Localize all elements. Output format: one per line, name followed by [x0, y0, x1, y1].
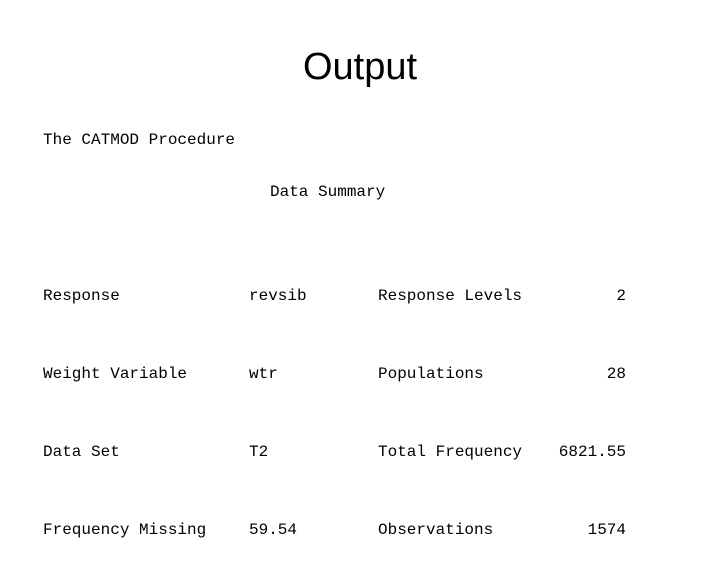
value-response: revsib [249, 287, 307, 305]
data-summary-heading: Data Summary [270, 183, 386, 201]
label-populations: Populations [378, 365, 484, 383]
value-observations: 1574 [587, 521, 626, 539]
value-data-set: T2 [249, 443, 269, 461]
label-response: Response [43, 287, 120, 305]
value-frequency-missing: 59.54 [249, 521, 298, 539]
left-labels-column [43, 231, 206, 569]
label-response-levels: Response Levels [378, 287, 523, 305]
value-populations: 28 [606, 365, 626, 383]
left-values-column [249, 231, 307, 569]
right-values-column [540, 231, 626, 569]
value-response-levels: 2 [616, 287, 626, 305]
label-data-set: Data Set [43, 443, 120, 461]
value-total-frequency: 6821.55 [558, 443, 626, 461]
procedure-heading: The CATMOD Procedure [43, 131, 236, 149]
label-frequency-missing: Frequency Missing [43, 521, 207, 539]
value-weight-variable: wtr [249, 365, 278, 383]
label-observations: Observations [378, 521, 494, 539]
label-total-frequency: Total Frequency [378, 443, 523, 461]
slide-title: Output [302, 46, 418, 88]
right-labels-column [378, 231, 522, 569]
label-weight-variable: Weight Variable [43, 365, 188, 383]
